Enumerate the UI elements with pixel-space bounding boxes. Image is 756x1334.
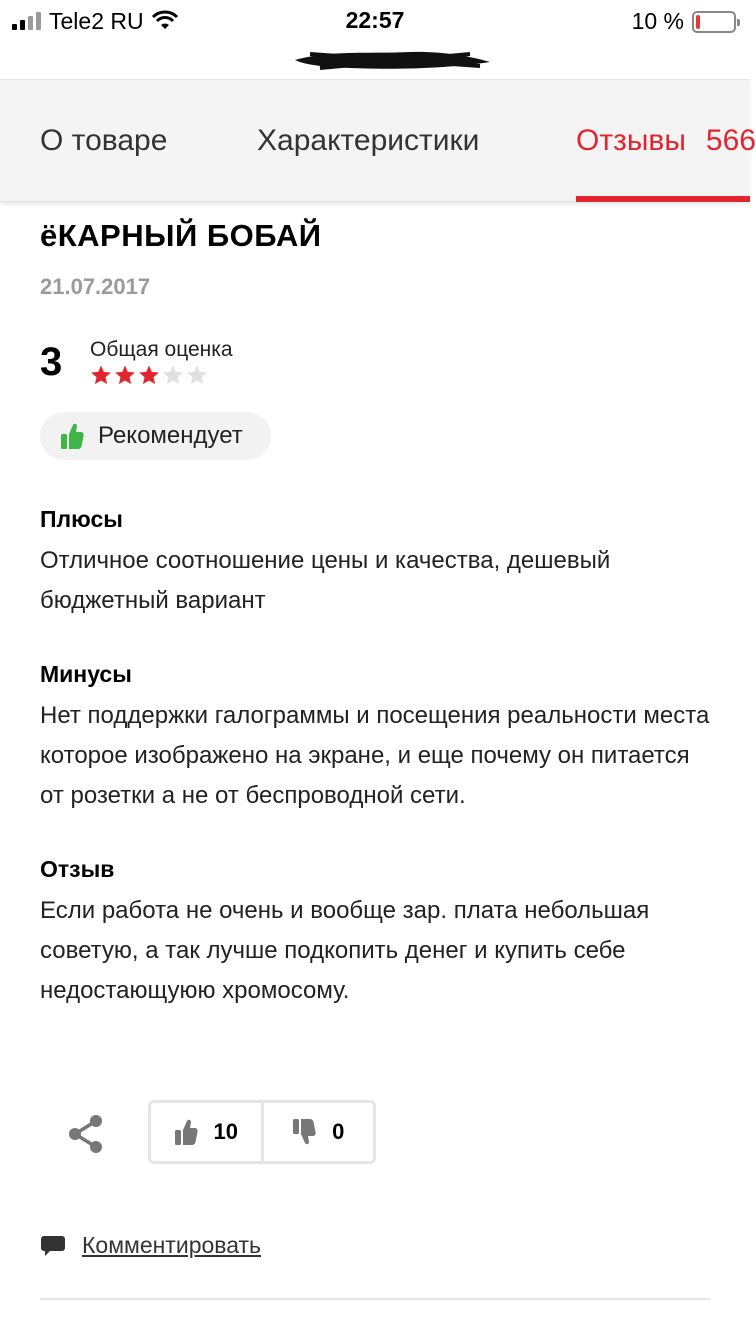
cons-section <box>40 661 710 816</box>
comment-action[interactable] <box>40 1232 261 1259</box>
battery-percent: 10 % <box>631 8 684 34</box>
vote-group <box>148 1100 376 1164</box>
product-tabs <box>0 80 756 202</box>
star-filled-icon <box>114 364 136 386</box>
rating-value: 3 <box>40 339 63 384</box>
tab-reviews-count: 566 <box>705 124 756 157</box>
dislike-count: 0 <box>332 1119 345 1144</box>
review-author: ёКАРНЫЙ БОБАЙ <box>40 218 322 253</box>
thumbs-down-icon <box>292 1118 316 1146</box>
speech-bubble-icon <box>40 1235 66 1257</box>
star-empty-icon <box>186 364 208 386</box>
tab-about[interactable]: О товаре <box>40 124 168 157</box>
status-bar <box>0 0 750 40</box>
tab-reviews[interactable] <box>576 124 756 158</box>
thumbs-up-icon <box>174 1118 198 1146</box>
tab-specs[interactable]: Характеристики <box>257 124 480 157</box>
rating-stars <box>90 364 233 386</box>
star-filled-icon <box>90 364 112 386</box>
rating-label: Общая оценка <box>90 338 233 361</box>
rating-meta <box>90 338 233 386</box>
pros-title: Плюсы <box>40 506 123 532</box>
battery-icon <box>692 11 736 33</box>
clock: 22:57 <box>345 7 405 33</box>
review-card <box>40 210 710 1011</box>
recommend-label: Рекомендует <box>98 422 243 449</box>
cons-title: Минусы <box>40 661 132 687</box>
star-empty-icon <box>162 364 184 386</box>
battery-status <box>632 8 736 35</box>
tab-reviews-label: Отзывы <box>576 124 686 157</box>
carrier-name: Tele2 RU <box>49 7 144 34</box>
redacted-url-scribble <box>290 46 500 76</box>
thumbs-up-icon <box>60 422 84 450</box>
rating-row <box>40 338 710 386</box>
review-date: 21.07.2017 <box>40 274 151 299</box>
comment-title: Отзыв <box>40 856 115 882</box>
like-count: 10 <box>213 1119 238 1144</box>
pros-text: Отличное соотношение цены и качества, дешевый бюджетный вариант <box>40 547 611 614</box>
like-button[interactable] <box>151 1103 261 1161</box>
comment-text: Если работа не очень и вообще зар. плата небольшая советую, а так лучше подкопить денег и купить себе недостающуюю хромосому. <box>40 897 650 1004</box>
battery-level <box>696 15 700 29</box>
url-bar[interactable] <box>0 40 750 80</box>
star-filled-icon <box>138 364 160 386</box>
share-icon[interactable] <box>68 1114 104 1154</box>
recommend-badge <box>40 412 271 460</box>
review-actions <box>40 1100 710 1164</box>
active-tab-indicator <box>576 196 750 202</box>
comment-link[interactable]: Комментировать <box>82 1232 262 1258</box>
pros-section <box>40 506 710 621</box>
dislike-button[interactable] <box>261 1103 374 1161</box>
cons-text: Нет поддержки галограммы и посещения реальности места которое изображено на экране, и еще почему он питается от розетки а не от беспроводной сети. <box>40 702 710 809</box>
divider <box>40 1298 710 1300</box>
comment-section <box>40 856 710 1011</box>
